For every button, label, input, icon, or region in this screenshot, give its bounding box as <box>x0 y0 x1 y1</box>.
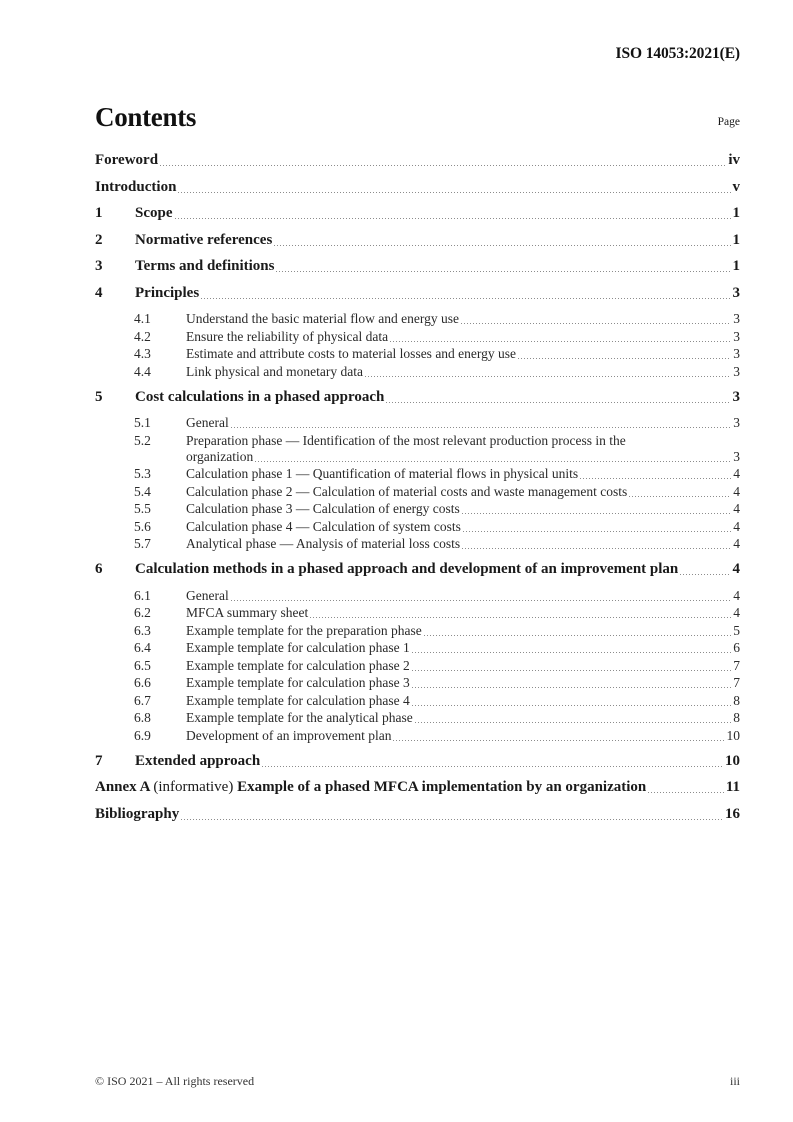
toc-entry-title: Example template for calculation phase 2 <box>186 657 410 673</box>
toc-entry-subclause[interactable] <box>95 728 740 744</box>
toc-entry-title-wrap <box>95 152 740 169</box>
dot-leader <box>230 600 732 601</box>
toc-entry-title: Estimate and attribute costs to material losses and energy use <box>186 346 517 361</box>
dot-leader <box>364 376 731 377</box>
dot-leader <box>177 192 730 193</box>
toc-entry-title: Calculation phase 1 — Quantification of material flows in physical units <box>186 466 579 481</box>
table-of-contents <box>95 152 740 832</box>
toc-entry-number: 6 <box>95 561 103 577</box>
toc-entry-page-number: 3 <box>732 388 740 405</box>
toc-entry-title: MFCA summary sheet <box>186 605 309 620</box>
toc-entry-page-number: 7 <box>733 675 740 690</box>
toc-entry-frontmatter[interactable] <box>95 152 740 169</box>
toc-entry-title: Cost calculations in a phased approach <box>135 388 385 405</box>
toc-entry-title-wrap <box>186 415 740 431</box>
toc-entry-title-wrap <box>186 536 740 552</box>
dot-leader <box>423 635 731 636</box>
toc-entry-subclause[interactable] <box>95 675 740 691</box>
toc-entry-title-wrap <box>135 205 740 222</box>
toc-entry-title: Link physical and monetary data <box>186 363 363 379</box>
dot-leader <box>647 792 724 793</box>
toc-entry-title: Example template for the preparation phase <box>186 622 422 638</box>
toc-entry-title-wrap <box>135 232 740 249</box>
toc-entry-subclause[interactable] <box>95 605 740 621</box>
dot-leader <box>579 478 731 479</box>
toc-entry-page-number: 4 <box>733 518 740 534</box>
toc-entry-title-continued: organization <box>186 448 254 464</box>
toc-entry-subclause[interactable] <box>95 623 740 639</box>
dot-leader <box>275 271 730 272</box>
toc-entry-frontmatter[interactable] <box>95 179 740 196</box>
toc-entry-title: Principles <box>135 284 200 301</box>
toc-entry-page-number: 3 <box>733 363 740 379</box>
dot-leader <box>414 722 731 723</box>
toc-entry-title: Example template for calculation phase 1 <box>186 640 410 655</box>
toc-entry-title: Example template for calculation phase 4 <box>186 692 410 708</box>
toc-entry-annex[interactable] <box>95 779 740 796</box>
annex-title: Example of a phased MFCA implementation by an organization <box>237 779 647 795</box>
toc-entry-page-number: 4 <box>733 501 740 516</box>
toc-entry-page-number: 1 <box>732 205 740 221</box>
toc-entry-clause[interactable] <box>95 205 740 222</box>
dot-leader <box>180 819 723 820</box>
toc-entry-line-continuation <box>186 449 740 465</box>
toc-entry-number: 6.1 <box>134 587 151 603</box>
toc-entry-number: 4.1 <box>134 311 151 326</box>
toc-entry-title: Development of an improvement plan <box>186 727 392 743</box>
toc-entry-number: 6.8 <box>134 710 151 725</box>
toc-entry-number: 5.4 <box>134 483 151 499</box>
toc-entry-title-wrap <box>186 484 740 500</box>
dot-leader <box>462 531 731 532</box>
toc-entry-clause[interactable] <box>95 258 740 275</box>
toc-entry-page-number: 16 <box>725 805 740 822</box>
toc-entry-page-number: v <box>732 178 740 195</box>
toc-entry-title: Foreword <box>95 152 159 168</box>
toc-entry-number: 5.7 <box>134 536 151 551</box>
toc-entry-page-number: 4 <box>733 466 740 481</box>
toc-entry-subclause[interactable] <box>95 658 740 674</box>
toc-entry-title-wrap <box>186 311 740 327</box>
toc-entry-subclause[interactable] <box>95 484 740 500</box>
toc-entry-subclause[interactable] <box>95 346 740 362</box>
toc-entry-title: Preparation phase — Identification of the most relevant production process in the <box>186 432 626 448</box>
toc-entry-page-number: 3 <box>733 448 740 464</box>
toc-entry-title-wrap <box>95 806 740 823</box>
dot-leader <box>411 687 731 688</box>
toc-entry-title: Example template for calculation phase 3 <box>186 675 410 690</box>
annex-label: Annex A <box>95 779 154 795</box>
toc-entry-line <box>95 433 740 449</box>
toc-entry-title: Ensure the reliability of physical data <box>186 328 389 344</box>
toc-entry-number: 4.2 <box>134 328 151 344</box>
toc-entry-subclause[interactable] <box>95 433 740 465</box>
toc-entry-title: Extended approach <box>135 752 261 769</box>
toc-entry-number: 4.3 <box>134 346 151 361</box>
copyright-notice: © ISO 2021 – All rights reserved <box>95 1074 255 1088</box>
toc-entry-page-number: 1 <box>732 258 740 274</box>
toc-entry-page-number: 10 <box>725 752 740 769</box>
toc-entry-title-wrap <box>186 588 740 604</box>
toc-entry-title: Example template for the analytical phase <box>186 710 413 725</box>
toc-entry-clause[interactable] <box>95 561 740 578</box>
toc-entry-number: 5.2 <box>134 432 151 448</box>
toc-entry-title-wrap <box>135 753 740 770</box>
toc-entry-title: Analytical phase — Analysis of material loss costs <box>186 536 461 551</box>
toc-entry-clause[interactable] <box>95 232 740 249</box>
toc-entry-page-number: 4 <box>732 561 740 577</box>
toc-entry-subclause[interactable] <box>95 501 740 517</box>
toc-entry-title-wrap <box>135 561 740 578</box>
toc-entry-number: 6.9 <box>134 727 151 743</box>
page-title: Contents <box>95 102 197 132</box>
toc-entry-title-wrap <box>95 779 740 796</box>
toc-entry-title-wrap <box>135 258 740 275</box>
dot-leader <box>392 740 724 741</box>
toc-entry-page-number: 8 <box>733 692 740 708</box>
dot-leader <box>411 670 731 671</box>
toc-entry-page-number: 3 <box>733 415 740 430</box>
toc-entry-title-wrap <box>135 389 740 406</box>
toc-entry-title-wrap <box>186 329 740 345</box>
toc-entry-subclause[interactable] <box>95 415 740 431</box>
toc-entry-number: 6.7 <box>134 692 151 708</box>
toc-entry-page-number: 10 <box>726 727 740 743</box>
toc-entry-number: 6.6 <box>134 675 151 690</box>
toc-entry-title <box>95 779 646 796</box>
dot-leader <box>254 461 731 462</box>
toc-entry-page-number: 3 <box>733 311 740 326</box>
toc-entry-page-number: 11 <box>725 779 740 795</box>
toc-entry-subclause[interactable] <box>95 588 740 604</box>
toc-entry-page-number: 4 <box>733 536 740 551</box>
toc-entry-title-wrap <box>186 346 740 362</box>
toc-entry-title: General <box>186 415 229 430</box>
toc-entry-annex[interactable] <box>95 806 740 823</box>
dot-leader <box>159 165 726 166</box>
dot-leader <box>679 574 730 575</box>
toc-entry-title: Terms and definitions <box>135 258 275 274</box>
toc-entry-subclause[interactable] <box>95 466 740 482</box>
toc-entry-page-number: 5 <box>733 622 740 638</box>
toc-entry-subclause[interactable] <box>95 536 740 552</box>
toc-entry-title-wrap <box>95 179 740 196</box>
toc-entry-number: 1 <box>95 205 103 221</box>
toc-entry-number: 4.4 <box>134 363 151 379</box>
toc-entry-page-number: 3 <box>733 346 740 361</box>
toc-entry-page-number: 6 <box>733 640 740 655</box>
toc-entry-page-number: 4 <box>733 483 740 499</box>
toc-entry-title-wrap <box>186 728 740 744</box>
toc-entry-number: 6.4 <box>134 640 151 655</box>
toc-entry-title-wrap <box>186 623 740 639</box>
toc-entry-title-wrap <box>186 466 740 482</box>
dot-leader <box>200 298 730 299</box>
toc-entry-title: General <box>186 587 229 603</box>
toc-entry-title-wrap <box>186 658 740 674</box>
toc-entry-title: Introduction <box>95 178 177 195</box>
dot-leader <box>461 548 731 549</box>
page-footer <box>95 1074 740 1089</box>
toc-entry-number: 7 <box>95 752 103 769</box>
toc-entry-page-number: 1 <box>732 231 740 248</box>
toc-entry-title-wrap <box>186 519 740 535</box>
contents-heading-row <box>95 104 740 131</box>
page-folio: iii <box>729 1074 740 1088</box>
toc-entry-title-wrap <box>186 640 740 656</box>
dot-leader <box>389 341 731 342</box>
toc-entry-number: 5.5 <box>134 501 151 516</box>
toc-entry-title: Calculation phase 3 — Calculation of energy costs <box>186 501 460 516</box>
toc-entry-title-wrap <box>186 364 740 380</box>
toc-entry-number: 5.6 <box>134 518 151 534</box>
toc-entry-title-wrap <box>186 710 740 726</box>
toc-entry-page-number: 3 <box>733 328 740 344</box>
dot-leader <box>385 402 730 403</box>
toc-entry-title-wrap <box>186 675 740 691</box>
dot-leader <box>309 617 731 618</box>
toc-entry-number: 4 <box>95 284 103 301</box>
page-column-label: Page <box>717 116 740 128</box>
running-header-standard-ref: ISO 14053:2021(E) <box>615 45 740 62</box>
toc-entry-title-wrap <box>186 501 740 517</box>
toc-entry-title: Calculation phase 2 — Calculation of material costs and waste management costs <box>186 483 628 499</box>
toc-entry-subclause[interactable] <box>95 519 740 535</box>
toc-entry-clause[interactable] <box>95 389 740 406</box>
toc-entry-title-wrap <box>135 285 740 302</box>
toc-entry-title: Calculation phase 4 — Calculation of system costs <box>186 518 461 534</box>
toc-entry-number: 5.1 <box>134 415 151 430</box>
toc-entry-title: Normative references <box>135 231 273 248</box>
toc-entry-title: Bibliography <box>95 805 180 822</box>
dot-leader <box>261 766 723 767</box>
toc-entry-clause[interactable] <box>95 753 740 770</box>
toc-entry-number: 6.2 <box>134 605 151 620</box>
toc-entry-title: Scope <box>135 205 173 221</box>
toc-entry-title: Calculation methods in a phased approach and development of an improvement plan <box>135 561 679 577</box>
dot-leader <box>517 358 731 359</box>
toc-entry-number: 3 <box>95 258 103 274</box>
toc-entry-page-number: iv <box>728 152 740 168</box>
dot-leader <box>273 245 730 246</box>
toc-entry-page-number: 4 <box>733 605 740 620</box>
toc-entry-subclause[interactable] <box>95 693 740 709</box>
annex-informative-note: (informative) <box>153 779 238 795</box>
toc-entry-number: 2 <box>95 231 103 248</box>
toc-entry-number: 6.3 <box>134 622 151 638</box>
toc-entry-subclause[interactable] <box>95 640 740 656</box>
dot-leader <box>411 705 731 706</box>
toc-entry-number: 5.3 <box>134 466 151 481</box>
toc-entry-title: Understand the basic material flow and energy use <box>186 311 460 326</box>
toc-entry-page-number: 7 <box>733 657 740 673</box>
toc-entry-number: 6.5 <box>134 657 151 673</box>
dot-leader <box>628 496 731 497</box>
dot-leader <box>174 218 731 219</box>
toc-entry-title-wrap <box>186 693 740 709</box>
dot-leader <box>411 652 731 653</box>
dot-leader <box>230 427 732 428</box>
toc-entry-subclause[interactable] <box>95 710 740 726</box>
dot-leader <box>460 323 731 324</box>
toc-entry-subclause[interactable] <box>95 364 740 380</box>
dot-leader <box>461 513 731 514</box>
toc-entry-page-number: 8 <box>733 710 740 725</box>
toc-entry-number: 5 <box>95 388 103 405</box>
toc-entry-subclause[interactable] <box>95 311 740 327</box>
toc-entry-title-wrap <box>186 605 740 621</box>
toc-entry-page-number: 3 <box>732 284 740 301</box>
toc-entry-subclause[interactable] <box>95 329 740 345</box>
toc-entry-page-number: 4 <box>733 587 740 603</box>
toc-entry-clause[interactable] <box>95 285 740 302</box>
